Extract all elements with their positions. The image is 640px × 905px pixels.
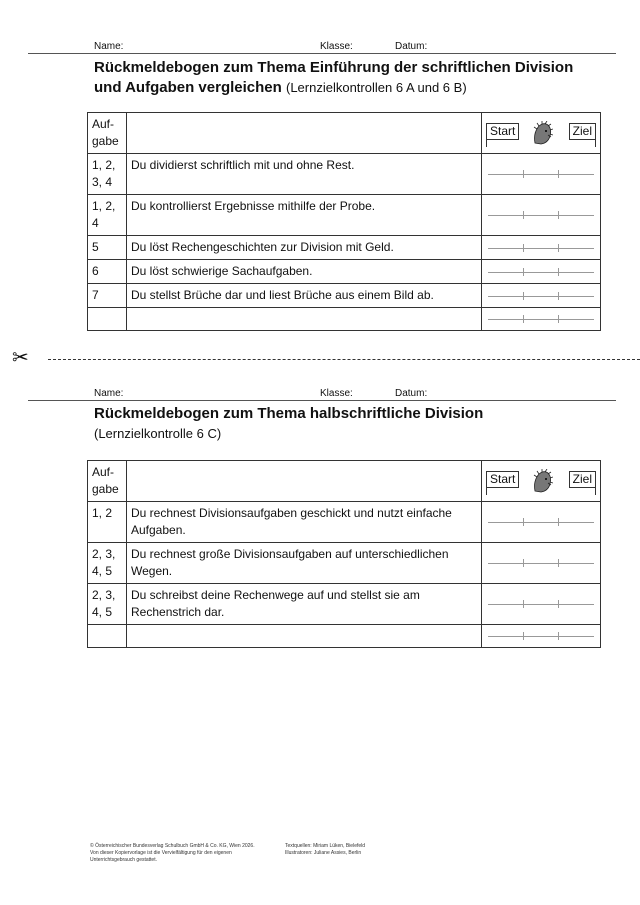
aufgabe-cell: 7 [88, 284, 127, 308]
hedgehog-icon [531, 121, 553, 145]
sheet1-subtitle: (Lernzielkontrollen 6 A und 6 B) [285, 80, 467, 95]
rating-cell [482, 502, 601, 543]
rating-cell [482, 260, 601, 284]
rating-scale [488, 210, 594, 220]
table-row [88, 236, 601, 260]
sheet2-table [87, 460, 601, 648]
table-row [88, 154, 601, 195]
rating-scale [488, 314, 594, 324]
footer-copyright: © Österreichischer Bundesverlag Schulbuch GmbH & Co. KG, Wien 2026. Von dieser Kopiervorlage ist die Vervielfältigung für den eigenen Unterrichtsgebrauch gestattet. [90, 843, 255, 863]
rating-cell [482, 543, 601, 584]
header-text-cell [127, 461, 482, 502]
header-rule [28, 53, 616, 54]
aufgabe-cell [88, 625, 127, 648]
task-text: Du stellst Brüche dar und liest Brüche aus einem Bild ab. [127, 284, 482, 308]
rating-cell [482, 236, 601, 260]
rating-cell [482, 154, 601, 195]
task-text: Du löst schwierige Sachaufgaben. [127, 260, 482, 284]
sheet2-title-text: Rückmeldebogen zum Thema halbschriftliche Division [94, 405, 484, 422]
table-header-row [88, 113, 601, 154]
rating-scale [488, 291, 594, 301]
rating-scale [488, 517, 594, 527]
table-row [88, 195, 601, 236]
name-label: Name: [94, 41, 124, 52]
sheet2-subtitle: (Lernzielkontrolle 6 C) [94, 426, 222, 441]
task-text [127, 625, 482, 648]
aufgabe-cell [88, 308, 127, 331]
start-label: Start [486, 471, 519, 488]
task-text: Du rechnest Divisionsaufgaben geschickt und nutzt einfache Aufgaben. [127, 502, 482, 543]
rating-scale [488, 558, 594, 568]
rating-scale [488, 169, 594, 179]
scissors-icon: ✂ [12, 347, 29, 369]
table-row [88, 543, 601, 584]
table-row [88, 260, 601, 284]
rating-cell [482, 584, 601, 625]
header-rule [28, 400, 616, 401]
table-row-empty [88, 308, 601, 331]
rating-cell [482, 195, 601, 236]
task-text: Du kontrollierst Ergebnisse mithilfe der Probe. [127, 195, 482, 236]
task-text [127, 308, 482, 331]
rating-cell [482, 308, 601, 331]
task-text: Du rechnest große Divisionsaufgaben auf unterschiedlichen Wegen. [127, 543, 482, 584]
aufgabe-cell: 1, 2, 3, 4 [88, 154, 127, 195]
rating-scale [488, 599, 594, 609]
table-row [88, 284, 601, 308]
table-row [88, 502, 601, 543]
ziel-label: Ziel [569, 123, 596, 140]
aufgabe-cell: 1, 2 [88, 502, 127, 543]
task-text: Du dividierst schriftlich mit und ohne Rest. [127, 154, 482, 195]
footer-credits: Textquellen: Miriam Lüken, Bielefeld Illustratoren: Juliane Assies, Berlin [285, 843, 366, 856]
rating-scale [488, 243, 594, 253]
datum-label: Datum: [395, 41, 428, 52]
aufgabe-cell: 6 [88, 260, 127, 284]
task-text: Du schreibst deine Rechenwege auf und stellst sie am Rechenstrich dar. [127, 584, 482, 625]
klasse-label: Klasse: [320, 41, 353, 52]
table-row-empty [88, 625, 601, 648]
aufgabe-cell: 2, 3, 4, 5 [88, 543, 127, 584]
cut-line [48, 359, 640, 360]
sheet1-table [87, 112, 601, 331]
aufgabe-header: Auf- gabe [88, 461, 127, 502]
start-label: Start [486, 123, 519, 140]
sheet1-title [94, 58, 604, 98]
aufgabe-cell: 1, 2, 4 [88, 195, 127, 236]
task-text: Du löst Rechengeschichten zur Division mit Geld. [127, 236, 482, 260]
hedgehog-icon [531, 469, 553, 493]
table-header-row [88, 461, 601, 502]
header-text-cell [127, 113, 482, 154]
klasse-label: Klasse: [320, 388, 353, 399]
rating-cell [482, 284, 601, 308]
table-row [88, 584, 601, 625]
scale-header-cell [482, 113, 601, 154]
rating-scale [488, 267, 594, 277]
rating-scale [488, 631, 594, 641]
datum-label: Datum: [395, 388, 428, 399]
sheet2-title [94, 404, 604, 444]
rating-cell [482, 625, 601, 648]
sheet1-title-text: Rückmeldebogen zum Thema Einführung der schriftlichen Division und Aufgaben vergleichen [94, 59, 574, 96]
aufgabe-cell: 2, 3, 4, 5 [88, 584, 127, 625]
aufgabe-header: Auf- gabe [88, 113, 127, 154]
scale-header-cell [482, 461, 601, 502]
name-label: Name: [94, 388, 124, 399]
aufgabe-cell: 5 [88, 236, 127, 260]
ziel-label: Ziel [569, 471, 596, 488]
